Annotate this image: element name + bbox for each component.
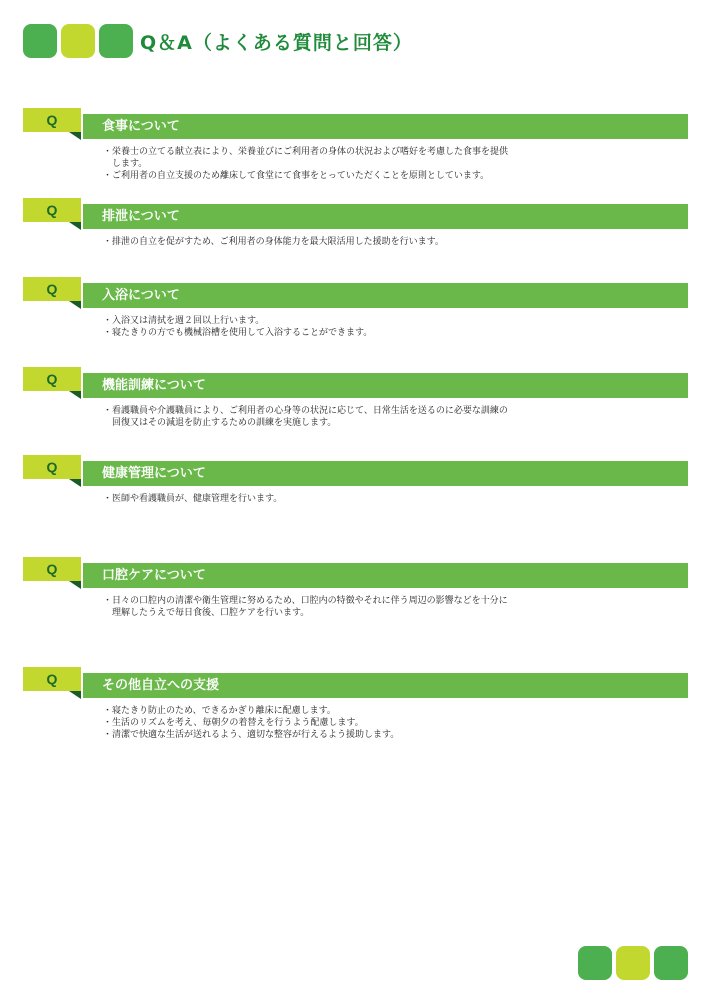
page-title: Q＆A（よくある質問と回答） — [140, 32, 413, 54]
header-square-2 — [61, 24, 95, 58]
section-body — [103, 493, 282, 505]
answer-line: ・生活のリズムを考え、毎朝夕の着替えを行うよう配慮します。 — [103, 718, 364, 728]
answer-line: ・寝たきりの方でも機械浴槽を使用して入浴することができます。 — [103, 328, 373, 338]
answer-line: ・排泄の自立を促がすため、ご利用者の身体能力を最大限活用した援助を行います。 — [103, 237, 444, 247]
answer-line: ・ご利用者の自立支援のため離床して食堂にて食事をとっていただくことを原則としています。 — [103, 171, 490, 181]
header-square-1 — [23, 24, 57, 58]
answer-line: ・看護職員や介護職員により、ご利用者の心身等の状況に応じて、日常生活を送るのに必要な訓練の — [103, 406, 508, 416]
footer-square-3 — [654, 946, 688, 980]
q-badge: Q — [23, 277, 81, 301]
q-badge: Q — [23, 667, 81, 691]
answer-line: ・清潔で快適な生活が送れるよう、適切な整容が行えるよう援助します。 — [103, 730, 400, 740]
q-badge-tail — [69, 581, 81, 589]
answer-line: します。 — [103, 159, 148, 169]
section-heading: 食事について — [83, 114, 688, 139]
q-badge: Q — [23, 557, 81, 581]
q-badge: Q — [23, 198, 81, 222]
q-badge-tail — [69, 301, 81, 309]
answer-line: ・医師や看護職員が、健康管理を行います。 — [103, 494, 283, 504]
section-heading: 口腔ケアについて — [83, 563, 688, 588]
section-body — [103, 595, 508, 619]
header-square-3 — [99, 24, 133, 58]
section-heading: 排泄について — [83, 204, 688, 229]
q-badge-tail — [69, 479, 81, 487]
section-body — [103, 315, 372, 339]
q-badge-tail — [69, 691, 81, 699]
answer-line: ・寝たきり防止のため、できるかぎり離床に配慮します。 — [103, 706, 336, 716]
answer-line: ・入浴又は清拭を週２回以上行います。 — [103, 316, 265, 326]
q-badge-tail — [69, 222, 81, 230]
section-body — [103, 405, 508, 429]
section-body — [103, 236, 444, 248]
section-body — [103, 146, 508, 182]
section-heading: 入浴について — [83, 283, 688, 308]
q-badge-tail — [69, 132, 81, 140]
q-badge: Q — [23, 108, 81, 132]
footer-square-1 — [578, 946, 612, 980]
answer-line: 回復又はその減退を防止するための訓練を実施します。 — [103, 418, 337, 428]
answer-line: ・日々の口腔内の清潔や衛生管理に努めるため、口腔内の特徴やそれに伴う周辺の影響などを十分に — [103, 596, 508, 606]
q-badge: Q — [23, 367, 81, 391]
section-heading: 機能訓練について — [83, 373, 688, 398]
footer-square-2 — [616, 946, 650, 980]
section-heading: 健康管理について — [83, 461, 688, 486]
q-badge: Q — [23, 455, 81, 479]
answer-line: 理解したうえで毎日食後、口腔ケアを行います。 — [103, 608, 310, 618]
answer-line: ・栄養士の立てる献立表により、栄養並びにご利用者の身体の状況および嗜好を考慮した食事を提供 — [103, 147, 509, 157]
q-badge-tail — [69, 391, 81, 399]
section-body — [103, 705, 399, 741]
section-heading: その他自立への支援 — [83, 673, 688, 698]
